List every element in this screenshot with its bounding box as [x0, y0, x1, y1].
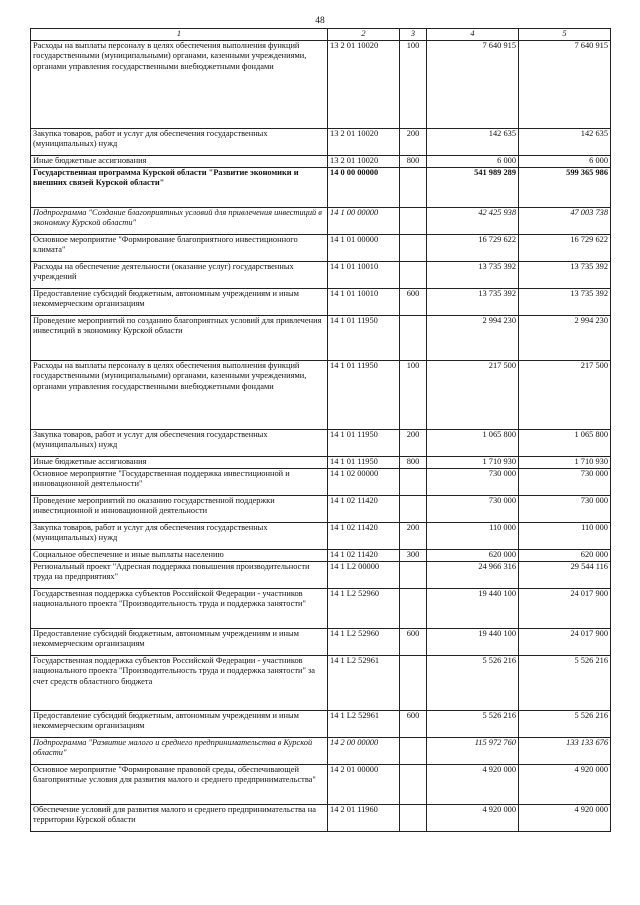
row-value-year2-cell: 2 994 230	[519, 315, 611, 360]
row-expense-type-cell	[400, 588, 427, 628]
table-row	[31, 495, 611, 522]
table-row	[31, 315, 611, 360]
row-name-cell: Предоставление субсидий бюджетным, автономным учреждениям и иным некоммерческим организациям	[31, 288, 328, 315]
row-name-cell: Подпрограмма "Создание благоприятных условий для привлечения инвестиций в экономику Курской области"	[31, 207, 328, 234]
page-number: 48	[315, 16, 325, 26]
row-name-cell: Иные бюджетные ассигнования	[31, 456, 328, 468]
row-expense-type-cell	[400, 261, 427, 288]
row-code-cell: 14 1 02 11420	[328, 495, 400, 522]
row-name-cell: Предоставление субсидий бюджетным, автономным учреждениям и иным некоммерческим организациям	[31, 710, 328, 737]
row-expense-type-cell: 100	[400, 360, 427, 429]
row-value-year1-cell: 24 966 316	[427, 561, 519, 588]
table-row	[31, 628, 611, 655]
row-value-year2-cell: 730 000	[519, 468, 611, 495]
row-code-cell: 14 1 02 00000	[328, 468, 400, 495]
row-code-cell: 14 1 01 11950	[328, 315, 400, 360]
row-expense-type-cell	[400, 764, 427, 804]
row-value-year1-cell: 2 994 230	[427, 315, 519, 360]
row-name-cell: Основное мероприятие "Формирование правовой среды, обеспечивающей благоприятные условия для развития малого и среднего предпринимательства"	[31, 764, 328, 804]
row-name-cell: Закупка товаров, работ и услуг для обеспечения государственных (муниципальных) нужд	[31, 429, 328, 456]
row-value-year2-cell: 16 729 622	[519, 234, 611, 261]
row-code-cell: 14 1 00 00000	[328, 207, 400, 234]
row-code-cell: 14 1 01 11950	[328, 360, 400, 429]
row-value-year1-cell: 16 729 622	[427, 234, 519, 261]
row-expense-type-cell: 600	[400, 288, 427, 315]
row-value-year2-cell: 5 526 216	[519, 710, 611, 737]
header-row	[31, 29, 611, 41]
row-code-cell: 13 2 01 10020	[328, 40, 400, 128]
row-name-cell: Государственная поддержка субъектов Российской Федерации - участников национального проекта "Производительность труда и поддержка занятости" за счет средств областного бюджета	[31, 655, 328, 710]
row-value-year2-cell: 142 635	[519, 128, 611, 155]
row-code-cell: 14 1 01 11950	[328, 429, 400, 456]
row-expense-type-cell: 300	[400, 549, 427, 561]
row-code-cell: 14 1 02 11420	[328, 549, 400, 561]
row-code-cell: 14 1 L2 52961	[328, 710, 400, 737]
row-expense-type-cell	[400, 167, 427, 207]
row-code-cell: 14 2 01 11960	[328, 804, 400, 831]
row-value-year2-cell: 217 500	[519, 360, 611, 429]
table-row	[31, 40, 611, 128]
row-expense-type-cell	[400, 315, 427, 360]
row-value-year1-cell: 1 710 930	[427, 456, 519, 468]
row-code-cell: 14 1 L2 52960	[328, 588, 400, 628]
row-value-year2-cell: 599 365 986	[519, 167, 611, 207]
row-value-year2-cell: 6 000	[519, 155, 611, 167]
row-value-year1-cell: 115 972 760	[427, 737, 519, 764]
row-expense-type-cell: 200	[400, 522, 427, 549]
table-row	[31, 155, 611, 167]
table-row	[31, 128, 611, 155]
table-body	[31, 40, 611, 831]
row-expense-type-cell	[400, 804, 427, 831]
row-value-year1-cell: 4 920 000	[427, 804, 519, 831]
row-value-year1-cell: 730 000	[427, 495, 519, 522]
row-code-cell: 14 1 L2 00000	[328, 561, 400, 588]
row-expense-type-cell	[400, 655, 427, 710]
row-expense-type-cell	[400, 561, 427, 588]
row-code-cell: 14 1 01 10010	[328, 288, 400, 315]
row-value-year2-cell: 24 017 900	[519, 628, 611, 655]
row-expense-type-cell: 200	[400, 128, 427, 155]
table-row	[31, 561, 611, 588]
row-code-cell: 14 1 L2 52961	[328, 655, 400, 710]
row-name-cell: Предоставление субсидий бюджетным, автономным учреждениям и иным некоммерческим организациям	[31, 628, 328, 655]
row-value-year1-cell: 541 989 289	[427, 167, 519, 207]
row-value-year2-cell: 4 920 000	[519, 804, 611, 831]
row-value-year1-cell: 620 000	[427, 549, 519, 561]
row-name-cell: Проведение мероприятий по оказанию государственной поддержки инвестиционной и инновационной деятельности	[31, 495, 328, 522]
table-row	[31, 456, 611, 468]
col-header-4: 4	[427, 29, 519, 41]
row-code-cell: 14 0 00 00000	[328, 167, 400, 207]
table-row	[31, 360, 611, 429]
row-value-year1-cell: 730 000	[427, 468, 519, 495]
row-value-year2-cell: 4 920 000	[519, 764, 611, 804]
row-value-year2-cell: 13 735 392	[519, 261, 611, 288]
row-name-cell: Расходы на выплаты персоналу в целях обеспечения выполнения функций государственными (муниципальными) органами, казенными учреждениями, органами управления государственными внебюджетными фондами	[31, 40, 328, 128]
row-value-year2-cell: 47 003 738	[519, 207, 611, 234]
row-value-year1-cell: 13 735 392	[427, 288, 519, 315]
row-value-year1-cell: 6 000	[427, 155, 519, 167]
row-code-cell: 14 2 00 00000	[328, 737, 400, 764]
row-value-year1-cell: 5 526 216	[427, 655, 519, 710]
row-expense-type-cell: 100	[400, 40, 427, 128]
row-code-cell: 14 1 02 11420	[328, 522, 400, 549]
row-value-year2-cell: 1 065 800	[519, 429, 611, 456]
row-name-cell: Расходы на обеспечение деятельности (оказание услуг) государственных учреждений	[31, 261, 328, 288]
row-value-year2-cell: 5 526 216	[519, 655, 611, 710]
row-value-year1-cell: 5 526 216	[427, 710, 519, 737]
table-row	[31, 737, 611, 764]
table-row	[31, 288, 611, 315]
row-code-cell: 13 2 01 10020	[328, 155, 400, 167]
row-name-cell: Основное мероприятие "Формирование благоприятного инвестиционного климата"	[31, 234, 328, 261]
row-value-year1-cell: 42 425 938	[427, 207, 519, 234]
row-value-year1-cell: 217 500	[427, 360, 519, 429]
row-value-year1-cell: 19 440 100	[427, 628, 519, 655]
row-code-cell: 14 1 01 11950	[328, 456, 400, 468]
table-row	[31, 655, 611, 710]
row-value-year2-cell: 24 017 900	[519, 588, 611, 628]
row-expense-type-cell	[400, 737, 427, 764]
row-value-year1-cell: 7 640 915	[427, 40, 519, 128]
row-expense-type-cell: 800	[400, 155, 427, 167]
table-row	[31, 588, 611, 628]
table-row	[31, 429, 611, 456]
table-row	[31, 167, 611, 207]
row-value-year2-cell: 13 735 392	[519, 288, 611, 315]
row-expense-type-cell	[400, 495, 427, 522]
row-code-cell: 14 1 01 00000	[328, 234, 400, 261]
row-value-year1-cell: 19 440 100	[427, 588, 519, 628]
row-value-year2-cell: 7 640 915	[519, 40, 611, 128]
table-row	[31, 468, 611, 495]
row-expense-type-cell: 800	[400, 456, 427, 468]
row-value-year1-cell: 1 065 800	[427, 429, 519, 456]
row-value-year2-cell: 1 710 930	[519, 456, 611, 468]
row-name-cell: Обеспечение условий для развития малого и среднего предпринимательства на территории Курской области	[31, 804, 328, 831]
row-value-year2-cell: 133 133 676	[519, 737, 611, 764]
row-name-cell: Подпрограмма "Развитие малого и среднего предпринимательства в Курской области"	[31, 737, 328, 764]
row-expense-type-cell	[400, 234, 427, 261]
row-name-cell: Региональный проект "Адресная поддержка повышения производительности труда на предприятиях"	[31, 561, 328, 588]
row-value-year1-cell: 13 735 392	[427, 261, 519, 288]
table-row	[31, 549, 611, 561]
col-header-3: 3	[400, 29, 427, 41]
row-value-year1-cell: 142 635	[427, 128, 519, 155]
table-row	[31, 261, 611, 288]
table-row	[31, 522, 611, 549]
table-row	[31, 207, 611, 234]
row-name-cell: Государственная программа Курской области "Развитие экономики и внешних связей Курской области"	[31, 167, 328, 207]
table-row	[31, 710, 611, 737]
table-row	[31, 234, 611, 261]
row-value-year2-cell: 730 000	[519, 495, 611, 522]
col-header-2: 2	[328, 29, 400, 41]
row-expense-type-cell: 200	[400, 429, 427, 456]
table-row	[31, 804, 611, 831]
row-value-year2-cell: 620 000	[519, 549, 611, 561]
row-code-cell: 14 1 01 10010	[328, 261, 400, 288]
table-row	[31, 764, 611, 804]
col-header-5: 5	[519, 29, 611, 41]
row-value-year1-cell: 110 000	[427, 522, 519, 549]
row-name-cell: Расходы на выплаты персоналу в целях обеспечения выполнения функций государственными (муниципальными) органами, казенными учреждениями, органами управления государственными внебюджетными фондами	[31, 360, 328, 429]
row-value-year1-cell: 4 920 000	[427, 764, 519, 804]
row-name-cell: Проведение мероприятий по созданию благоприятных условий для привлечения инвестиций в экономику Курской области	[31, 315, 328, 360]
row-name-cell: Закупка товаров, работ и услуг для обеспечения государственных (муниципальных) нужд	[31, 128, 328, 155]
row-expense-type-cell: 600	[400, 710, 427, 737]
row-code-cell: 14 1 L2 52960	[328, 628, 400, 655]
row-name-cell: Социальное обеспечение и иные выплаты населению	[31, 549, 328, 561]
budget-table	[30, 28, 611, 832]
row-code-cell: 13 2 01 10020	[328, 128, 400, 155]
row-name-cell: Иные бюджетные ассигнования	[31, 155, 328, 167]
row-value-year2-cell: 110 000	[519, 522, 611, 549]
row-name-cell: Основное мероприятие "Государственная поддержка инвестиционной и инновационной деятельности"	[31, 468, 328, 495]
row-name-cell: Государственная поддержка субъектов Российской Федерации - участников национального проекта "Производительность труда и поддержка занятости"	[31, 588, 328, 628]
row-expense-type-cell: 600	[400, 628, 427, 655]
row-expense-type-cell	[400, 207, 427, 234]
row-name-cell: Закупка товаров, работ и услуг для обеспечения государственных (муниципальных) нужд	[31, 522, 328, 549]
row-value-year2-cell: 29 544 116	[519, 561, 611, 588]
row-expense-type-cell	[400, 468, 427, 495]
col-header-1: 1	[31, 29, 328, 41]
row-code-cell: 14 2 01 00000	[328, 764, 400, 804]
